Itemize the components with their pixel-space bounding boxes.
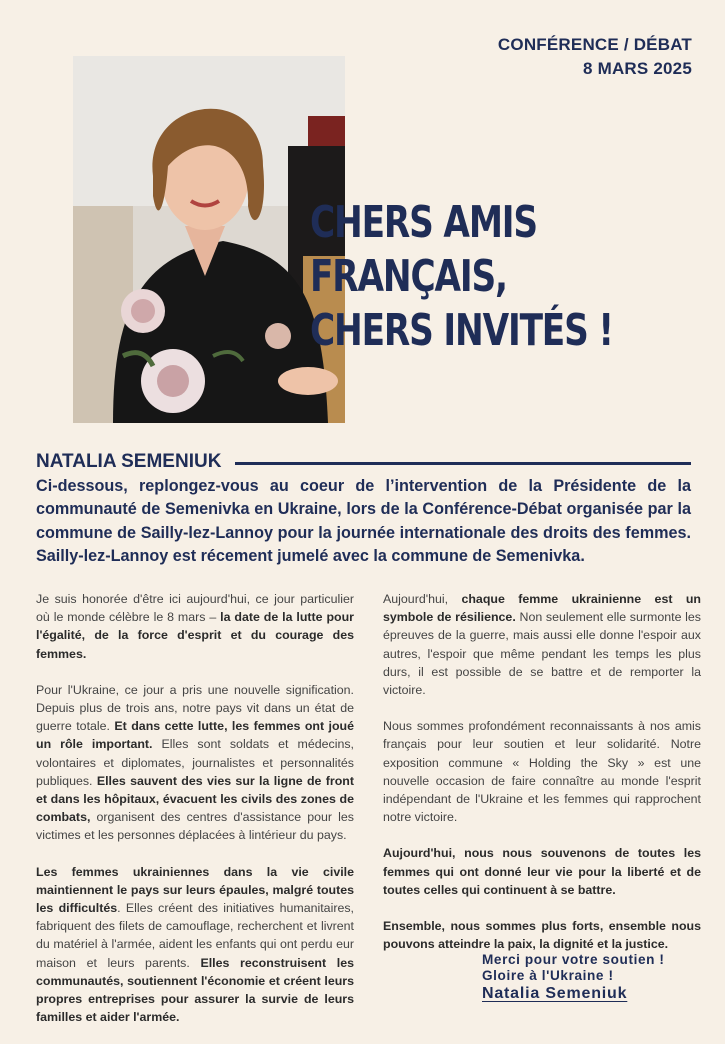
right-paragraph-2: Nous sommes profondément reconnaissants à nos amis français pour leur soutien et leur solidarité. Notre exposition commune « Holding the Sky » est une nouvelle occasion de faire connaître au monde l'esprit indépendant de l'Ukraine et les femmes qui rapprochent notre victoire.	[383, 719, 701, 825]
portrait-photo	[73, 56, 345, 423]
text-run: Elles sont soldats et médecins, volontaires et diplomates, journalistes et personnalités publiques.	[36, 737, 354, 788]
event-date: 8 MARS 2025	[583, 59, 692, 78]
event-type: CONFÉRENCE / DÉBAT	[497, 35, 692, 54]
bold-run: Les femmes ukrainiennes dans la vie civile maintiennent le pays sur leurs épaules, malgré toutes les difficultés	[36, 864, 354, 916]
text-run: organisent des centres d'assistance pour les victimes et les personnes déplacées à lintérieur du pays.	[36, 810, 354, 843]
closing-block	[482, 952, 665, 1004]
bold-run: Et dans cette lutte, les femmes ont joué un rôle important.	[36, 719, 354, 752]
text-run: Aujourd'hui,	[383, 592, 462, 606]
bold-run: Elles sauvent des vies sur la ligne de front et dans les hôpitaux, évacuent les civils des zones de combats,	[36, 773, 355, 825]
author-row	[36, 451, 691, 473]
left-paragraph-2	[36, 681, 354, 845]
right-paragraph-4	[383, 917, 701, 953]
headline-line-1: CHERS AMIS	[310, 197, 537, 248]
text-run: Pour l'Ukraine, ce jour a pris une nouvelle signification. Depuis plus de trois ans, notre pays vit dans un état de guerre totale.	[36, 682, 354, 734]
right-paragraph-1	[383, 590, 701, 699]
closing-thanks: Merci pour votre soutien !	[482, 952, 665, 967]
text-run: . Elles créent des initiatives humanitaires, fabriquent des filets de camouflage, recherchent et livrent du matériel à l'armée, aident les enfants qui ont perdu eur maison et leurs parents.	[36, 901, 354, 970]
right-paragraph-3	[383, 844, 701, 899]
portrait-illustration	[73, 56, 345, 423]
text-run: Je suis honorée d'être ici aujourd'hui, ce jour particulier où le monde célèbre le 8 mars –	[36, 592, 354, 625]
signature: Natalia Semeniuk	[482, 985, 628, 1002]
left-column	[36, 590, 354, 1044]
headline-line-2: FRANÇAIS,	[310, 251, 507, 302]
bold-run: Aujourd'hui, nous nous souvenons de toutes les femmes qui ont donné leur vie pour la liberté et de toutes celles qui continuent à se battre.	[383, 846, 701, 897]
text-run: Non seulement elle surmonte les épreuves de la guerre, mais aussi elle donne l'espoir aux autres, l'espoir que même pendant les temps les plus durs, il est possible de se battre et de remporter la victoire.	[383, 610, 702, 698]
intro-paragraph: Ci-dessous, replongez-vous au coeur de l’intervention de la Présidente de la communauté de Semenivka en Ukraine, lors de la Conférence-Débat organisée par la commune de Sailly-lez-Lannoy pour la journée internationale des droits des femmes. Sailly-lez-Lannoy est récement jumelé avec la commune de Semenivka.	[36, 477, 691, 566]
right-column	[383, 590, 701, 971]
headline	[310, 196, 622, 358]
left-paragraph-1	[36, 590, 354, 663]
event-header	[498, 33, 692, 81]
bold-run: la date de la lutte pour l'égalité, de la force d'esprit et du courage des femmes.	[36, 610, 354, 661]
bold-run: Elles reconstruisent les communautés, soutiennent l'économie et créent leurs propres entreprises pour assurer la survie de leurs familles et aider l'armée.	[36, 955, 354, 1025]
divider-line	[235, 462, 691, 465]
left-paragraph-3	[36, 863, 354, 1027]
bold-run: chaque femme ukrainienne est un symbole de résilience.	[383, 592, 702, 625]
closing-glory: Gloire à l'Ukraine !	[482, 968, 614, 983]
headline-line-3: CHERS INVITÉS !	[310, 305, 613, 356]
author-name: NATALIA SEMENIUK	[36, 451, 222, 472]
bold-run: Ensemble, nous sommes plus forts, ensemble nous pouvons atteindre la paix, la dignité et la justice.	[383, 919, 701, 952]
